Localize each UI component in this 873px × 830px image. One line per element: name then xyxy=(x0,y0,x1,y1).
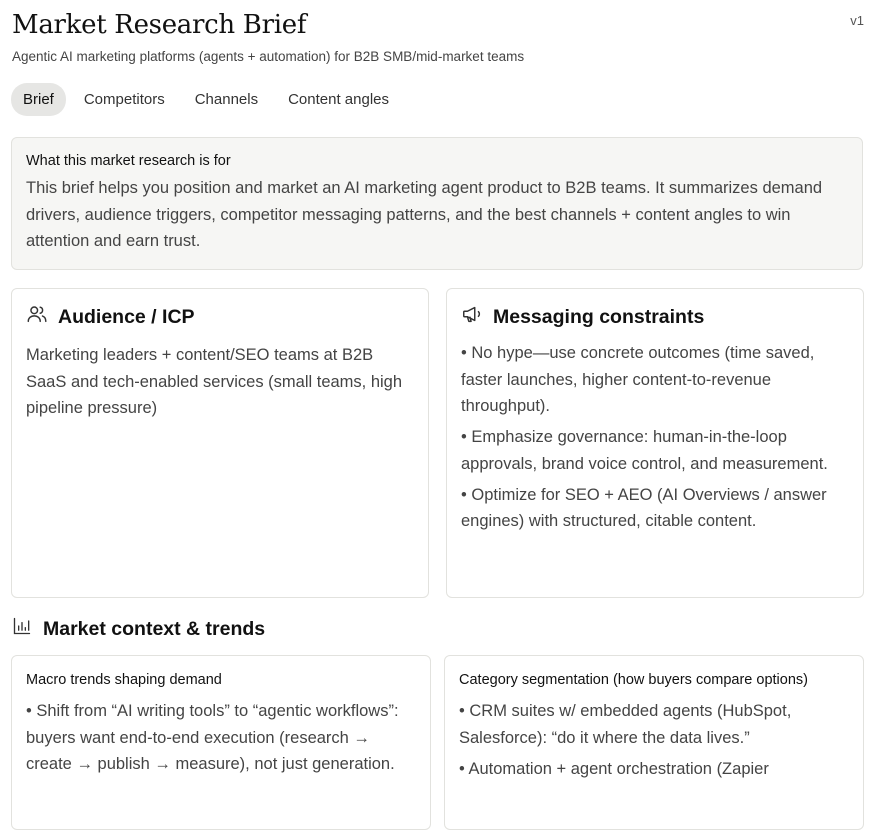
version-badge: v1 xyxy=(850,13,864,28)
list-item: • Emphasize governance: human-in-the-loop approvals, brand voice control, and measurement. xyxy=(461,428,828,473)
tab-channels[interactable]: Channels xyxy=(194,91,259,108)
segmentation-card xyxy=(444,655,864,830)
messaging-heading: Messaging constraints xyxy=(493,305,705,328)
tab-competitors[interactable]: Competitors xyxy=(83,91,165,108)
list-item: • No hype—use concrete outcomes (time saved, faster launches, higher content-to-revenue throughput). xyxy=(461,344,815,415)
list-item: • Shift from “AI writing tools” to “agentic workflows”: buyers want end-to-end execution (research → create → publish → measure), not just generation. xyxy=(26,702,399,773)
tab-bar xyxy=(11,83,401,116)
tab-brief[interactable]: Brief xyxy=(11,83,66,116)
segmentation-heading: Category segmentation (how buyers compare options) xyxy=(459,672,808,688)
market-context-header xyxy=(12,616,265,642)
list-item: • Automation + agent orchestration (Zapier xyxy=(459,759,769,778)
page-title: Market Research Brief xyxy=(12,10,307,40)
purpose-heading: What this market research is for xyxy=(26,153,231,169)
macro-trends-card xyxy=(11,655,431,830)
macro-trends-heading: Macro trends shaping demand xyxy=(26,672,222,688)
messaging-list xyxy=(461,340,849,535)
messaging-card xyxy=(446,288,864,598)
bar-chart-icon xyxy=(12,616,32,642)
purpose-panel xyxy=(11,137,863,270)
list-item: • Optimize for SEO + AEO (AI Overviews / answer engines) with structured, citable content. xyxy=(461,485,827,530)
audience-body: Marketing leaders + content/SEO teams at B2B SaaS and tech-enabled services (small teams, high pipeline pressure) xyxy=(26,346,403,417)
audience-heading: Audience / ICP xyxy=(58,305,195,328)
audience-header xyxy=(26,303,414,331)
messaging-header xyxy=(461,303,849,331)
purpose-body: This brief helps you position and market an AI marketing agent product to B2B teams. It summarizes demand drivers, audience triggers, competitor messaging patterns, and the best channels + content angles to win attention and earn trust. xyxy=(26,179,823,250)
audience-card xyxy=(11,288,429,598)
market-context-heading: Market context & trends xyxy=(43,617,266,640)
page-subtitle: Agentic AI marketing platforms (agents + automation) for B2B SMB/mid-market teams xyxy=(12,49,525,64)
tab-content-angles[interactable]: Content angles xyxy=(288,91,389,108)
list-item: • CRM suites w/ embedded agents (HubSpot, Salesforce): “do it where the data lives.” xyxy=(459,702,792,747)
users-icon xyxy=(26,303,48,331)
megaphone-icon xyxy=(461,303,483,331)
